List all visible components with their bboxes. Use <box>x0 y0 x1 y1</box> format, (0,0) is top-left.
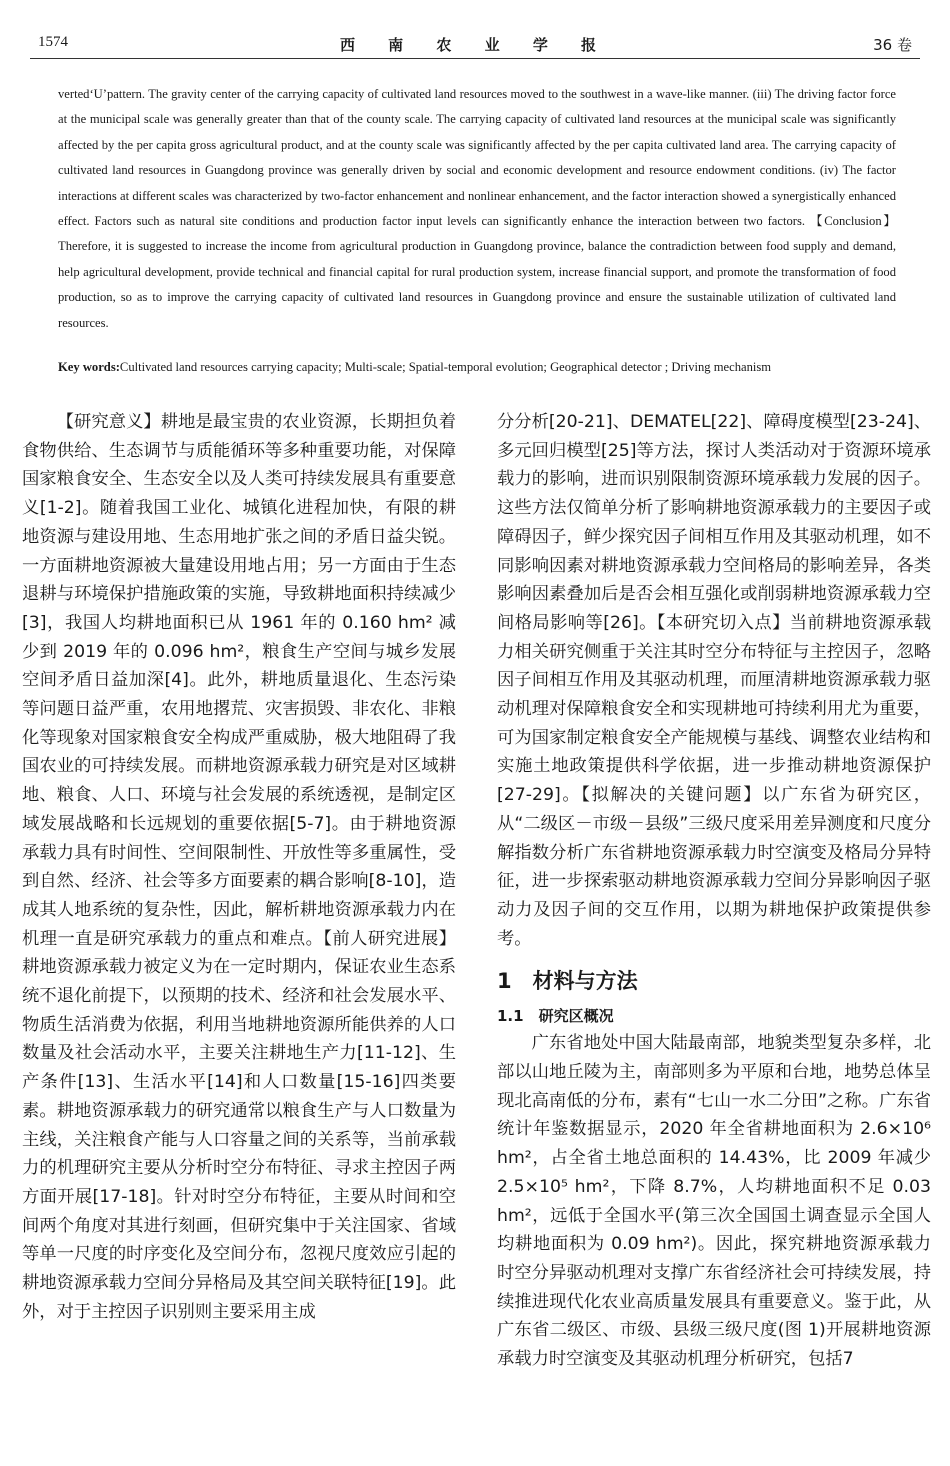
abstract-text: verted‘U’pattern. The gravity center of the carrying capacity of cultivated land resources moved to the southwest in a wave-like manner. (iii) The driving factor force at the municipal scale was generally greater than that of the county scale. The carrying capacity of cultivated land resources at the municipal scale was significantly affected by the per capita gross agricultural product, and at the county scale was significantly affected by the per capita cultivated land area. The carrying capacity of cultivated land resources in Guangdong province was generally driven by social and economic development and resource endowment conditions. (iv) The factor interactions at different scales was characterized by two-factor enhancement and nonlinear enhancement, and the factor interaction showed a synergistically enhanced effect. Factors such as natural site conditions and production factor input levels can significantly enhance the interaction between two factors. 【Conclusion】Therefore, it is suggested to increase the income from agricultural production in Guangdong province, balance the contradiction between food supply and demand, help agricultural development, provide technical and financial capital for rural production system, increase financial support, and promote the transformation of food production, so as to improve the carrying capacity of cultivated land resources in Guangdong province and ensure the sustainable utilization of cultivated land resources. <box>58 87 896 330</box>
header-rule <box>30 58 920 59</box>
right-column <box>497 408 931 1374</box>
keywords-text: Cultivated land resources carrying capacity; Multi-scale; Spatial-temporal evolution; Geographical detector ; Driving mechanism <box>119 360 772 374</box>
page-number: 1574 <box>38 34 68 50</box>
page-header <box>0 0 950 60</box>
volume-label: 36 卷 <box>873 36 912 54</box>
right-column-paragraph-1: 分分析[20-21]、DEMATEL[22]、障碍度模型[23-24]、多元回归模型[25]等方法，探讨人类活动对于资源环境承载力的影响，进而识别限制资源环境承载力发展的因子。这些方法仅简单分析了影响耕地资源承载力的主要因子或障碍因子，鲜少探究因子间相互作用及其驱动机理，如不同影响因素对耕地资源承载力空间格局的影响差异，各类影响因素叠加后是否会相互强化或削弱耕地资源承载力空间格局影响等[26]。【本研究切入点】当前耕地资源承载力相关研究侧重于关注其时空分布特征与主控因子，忽略因子间相互作用及其驱动机理，而厘清耕地资源承载力驱动机理对保障粮食安全和实现耕地可持续利用尤为重要，可为国家制定粮食安全产能规模与基线、调整农业结构和实施土地政策提供科学依据，进一步推动耕地资源保护[27-29]。【拟解决的关键问题】以广东省为研究区，从“二级区－市级－县级”三级尺度采用差异测度和尺度分解指数分析广东省耕地资源承载力时空演变及格局分异特征，进一步探索驱动耕地资源承载力空间分异影响因子驱动力及因子间的交互作用，以期为耕地保护政策提供参考。 <box>497 412 931 949</box>
subsection-heading: 1.1 研究区概况 <box>497 1007 614 1026</box>
right-column-paragraph-2: 广东省地处中国大陆最南部，地貌类型复杂多样，北部以山地丘陵为主，南部则多为平原和台地，地势总体呈现北高南低的分布，素有“七山一水二分田”之称。广东省统计年鉴数据显示，2020 年全省耕地面积为 2.6×10⁶ hm²，占全省土地总面积的 14.43%，比 2009 年减少 2.5×10⁵ hm²，下降 8.7%，人均耕地面积不足 0.03 hm²，远低于全国水平(第三次全国国土调查显示全国人均耕地面积为 0.09 hm²)。因此，探究耕地资源承载力时空分异驱动机理对支撑广东省经济社会可持续发展，持续推进现代化农业高质量发展具有重要意义。鉴于此，从广东省二级区、市级、县级三级尺度(图 1)开展耕地资源承载力时空演变及其驱动机理分析研究，包括7 <box>497 1033 931 1370</box>
section-heading: 1 材料与方法 <box>497 969 638 994</box>
left-column <box>22 408 456 1327</box>
left-column-text: 【研究意义】耕地是最宝贵的农业资源，长期担负着食物供给、生态调节与质能循环等多种重要功能，对保障国家粮食安全、生态安全以及人类可持续发展具有重要意义[1-2]。随着我国工业化、城镇化进程加快，有限的耕地资源与建设用地、生态用地扩张之间的矛盾日益尖锐。一方面耕地资源被大量建设用地占用；另一方面由于生态退耕与环境保护措施政策的实施，导致耕地面积持续减少[3]，我国人均耕地面积已从 1961 年的 0.160 hm² 减少到 2019 年的 0.096 hm²，粮食生产空间与城乡发展空间矛盾日益加深[4]。此外，耕地质量退化、生态污染等问题日益严重，农用地撂荒、灾害损毁、非农化、非粮化等现象对国家粮食安全构成严重威胁，极大地阻碍了我国农业的可持续发展。而耕地资源承载力研究是对区域耕地、粮食、人口、环境与社会发展的系统透视，是制定区域发展战略和长远规划的重要依据[5-7]。由于耕地资源承载力具有时间性、空间限制性、开放性等多重属性，受到自然、经济、社会等多方面要素的耦合影响[8-10]，造成其人地系统的复杂性，因此，解析耕地资源承载力内在机理一直是研究承载力的重点和难点。【前人研究进展】耕地资源承载力被定义为在一定时期内，保证农业生态系统不退化前提下，以预期的技术、经济和社会发展水平、物质生活消费为依据，利用当地耕地资源所能供养的人口数量及社会活动水平，主要关注耕地生产力[11-12]、生产条件[13]、生活水平[14]和人口数量[15-16]四类要素。耕地资源承载力的研究通常以粮食生产与人口数量为主线，关注粮食产能与人口容量之间的关系等，当前承载力的机理研究主要从分析时空分布特征、寻求主控因子两方面开展[17-18]。针对时空分布特征，主要从时间和空间两个角度对其进行刻画，但研究集中于关注国家、省域等单一尺度的时序变化及空间分布，忽视尺度效应引起的耕地资源承载力空间分异格局及其空间关联特征[19]。此外，对于主控因子识别则主要采用主成 <box>22 412 456 1322</box>
keywords-label: Key words: <box>58 360 120 374</box>
abstract <box>58 82 896 336</box>
journal-title: 西 南 农 业 学 报 <box>339 36 611 54</box>
keywords <box>58 360 896 375</box>
